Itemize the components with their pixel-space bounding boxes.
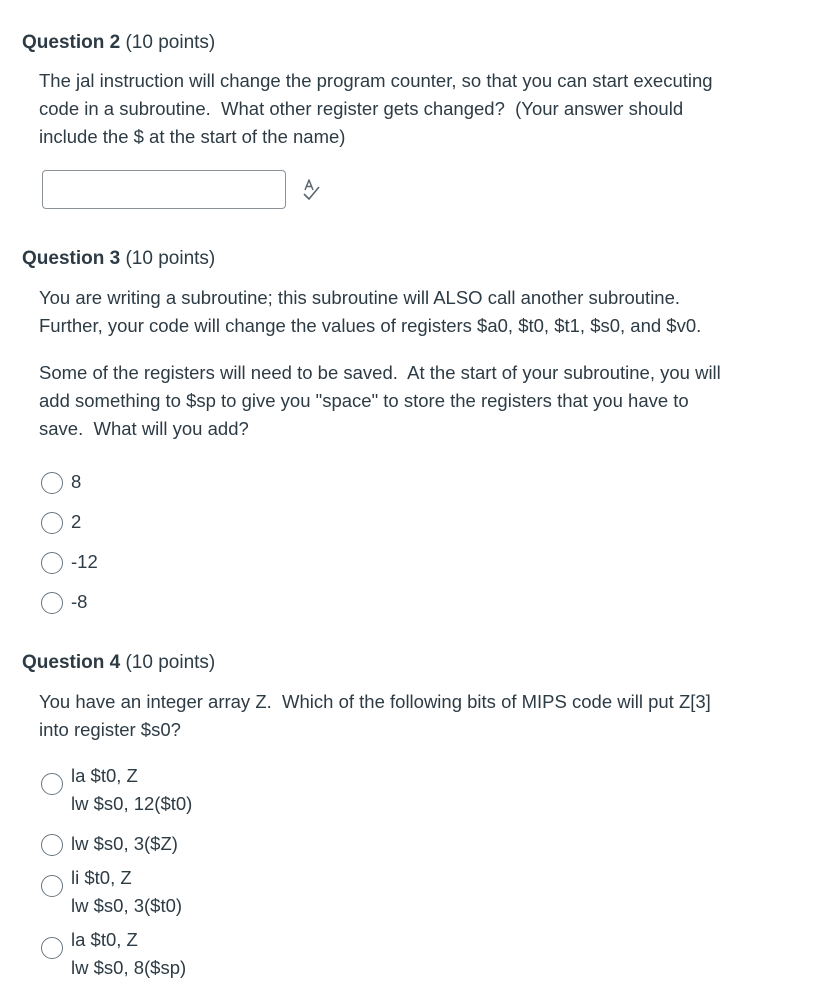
option-label: 2 — [71, 511, 82, 532]
code-line: lw $s0, 12($t0) — [71, 793, 193, 814]
question-text-line: You are writing a subroutine; this subroutine will ALSO call another subroutine. — [39, 287, 681, 308]
option-label: -12 — [71, 551, 98, 572]
code-line: lw $s0, 8($sp) — [71, 957, 187, 978]
question-4-header — [22, 652, 215, 674]
question-title: Question 2 — [22, 32, 121, 53]
radio-button[interactable] — [41, 773, 63, 795]
q3-option-1[interactable] — [41, 468, 81, 496]
question-text-line: You have an integer array Z. Which of the following bits of MIPS code will put Z[3] — [39, 691, 711, 712]
question-text-line: into register $s0? — [39, 719, 181, 740]
q4-option-3[interactable] — [41, 864, 182, 920]
option-label: 8 — [71, 471, 82, 492]
radio-button[interactable] — [41, 937, 63, 959]
question-points: (10 points) — [125, 32, 216, 53]
option-label — [71, 864, 182, 920]
question-points: (10 points) — [125, 652, 216, 673]
option-label — [71, 762, 192, 818]
question-text-line: include the $ at the start of the name) — [39, 126, 346, 147]
spellcheck-icon[interactable] — [301, 178, 321, 202]
question-text-line: Further, your code will change the values of registers $a0, $t0, $t1, $s0, and $v0. — [39, 315, 702, 336]
code-line: la $t0, Z — [71, 929, 138, 950]
radio-button[interactable] — [41, 834, 63, 856]
question-title: Question 4 — [22, 652, 121, 673]
code-line: lw $s0, 3($Z) — [71, 833, 178, 854]
question-2-text — [39, 67, 779, 151]
question-3-text-1 — [39, 284, 779, 340]
q3-option-2[interactable] — [41, 508, 81, 536]
q3-option-3[interactable] — [41, 548, 98, 576]
option-label — [71, 926, 186, 982]
question-3-header — [22, 248, 215, 270]
question-text-line: The jal instruction will change the program counter, so that you can start executing — [39, 70, 713, 91]
code-line: lw $s0, 3($t0) — [71, 895, 183, 916]
radio-button[interactable] — [41, 592, 63, 614]
question-title: Question 3 — [22, 248, 121, 269]
radio-button[interactable] — [41, 875, 63, 897]
q4-option-2[interactable] — [41, 830, 178, 858]
question-text-line: Some of the registers will need to be saved. At the start of your subroutine, you will — [39, 362, 721, 383]
option-label: -8 — [71, 591, 88, 612]
question-2-header — [22, 32, 215, 54]
radio-button[interactable] — [41, 552, 63, 574]
answer-input[interactable] — [42, 170, 286, 209]
code-line: la $t0, Z — [71, 765, 138, 786]
q4-option-4[interactable] — [41, 926, 186, 982]
question-text-line: code in a subroutine. What other register gets changed? (Your answer should — [39, 98, 684, 119]
q4-option-1[interactable] — [41, 762, 192, 818]
q3-option-4[interactable] — [41, 588, 87, 616]
radio-button[interactable] — [41, 512, 63, 534]
question-4-text — [39, 688, 779, 744]
question-text-line: add something to $sp to give you "space" to store the registers that you have to — [39, 390, 689, 411]
code-line: li $t0, Z — [71, 867, 132, 888]
question-3-text-2 — [39, 359, 779, 443]
question-text-line: save. What will you add? — [39, 418, 249, 439]
radio-button[interactable] — [41, 472, 63, 494]
option-label — [71, 830, 178, 858]
question-points: (10 points) — [125, 248, 216, 269]
